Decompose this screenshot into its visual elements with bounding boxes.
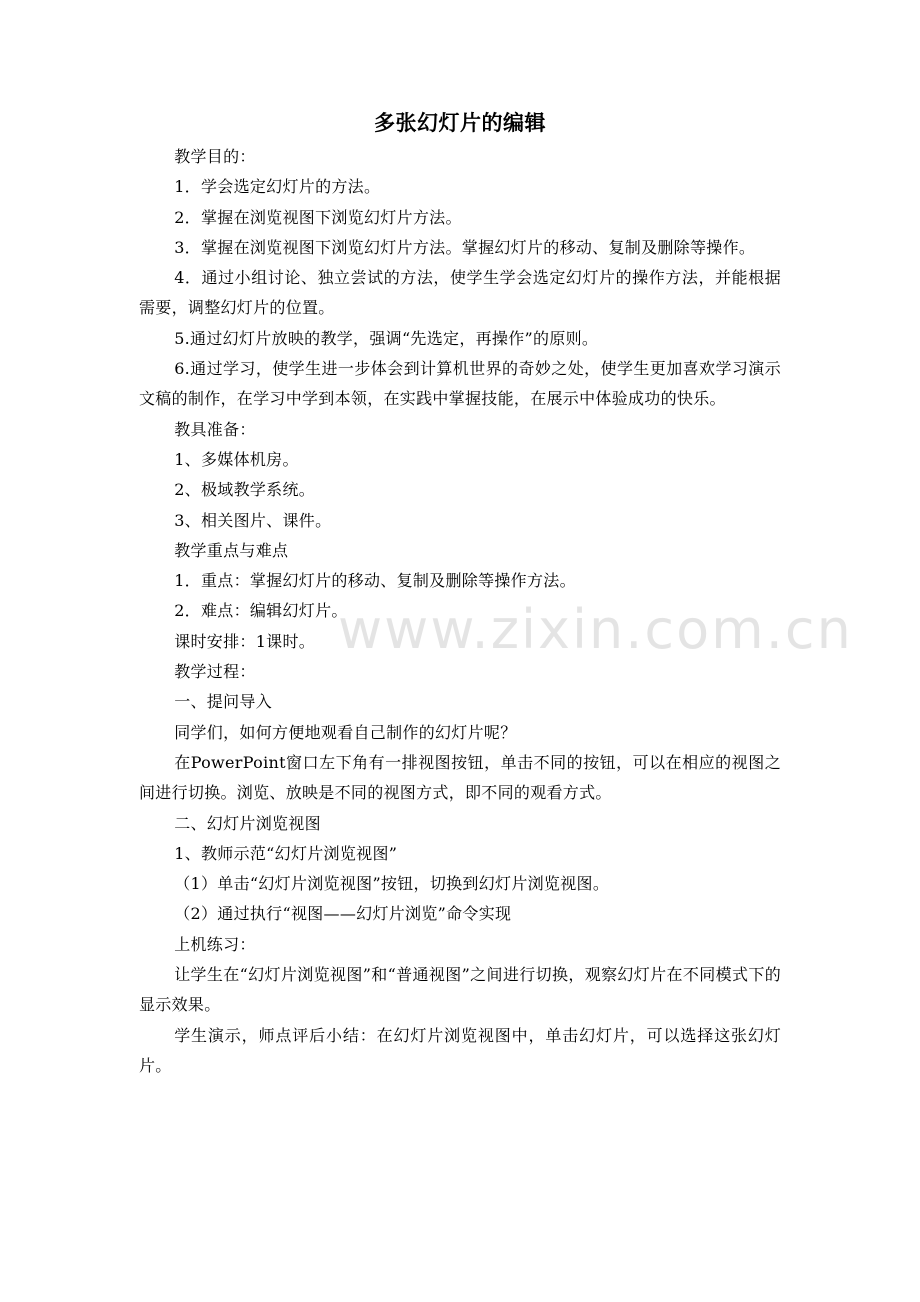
document-body	[139, 142, 781, 1081]
paragraph: 1．重点：掌握幻灯片的移动、复制及删除等操作方法。	[174, 571, 576, 591]
paragraph: 4．通过小组讨论、独立尝试的方法，使学生学会选定幻灯片的操作方法，并能根据需要，调整幻灯片的位置。	[139, 268, 781, 318]
paragraph: 5.通过幻灯片放映的教学，强调“先选定，再操作”的原则。	[174, 328, 599, 348]
watermark: www.zixin.com.cn	[338, 598, 853, 661]
paragraph: 教具准备：	[174, 419, 256, 439]
paragraph: 二、幻灯片浏览视图	[174, 813, 321, 833]
paragraph: 3、相关图片、课件。	[174, 510, 332, 530]
paragraph: 学生演示，师点评后小结：在幻灯片浏览视图中，单击幻灯片，可以选择这张幻灯片。	[139, 1025, 781, 1075]
paragraph: 1、多媒体机房。	[174, 449, 299, 469]
paragraph: 3．掌握在浏览视图下浏览幻灯片方法。掌握幻灯片的移动、复制及删除等操作。	[174, 237, 756, 257]
paragraph: 1．学会选定幻灯片的方法。	[174, 177, 381, 197]
paragraph: 教学过程：	[174, 662, 256, 682]
paragraph: 2．掌握在浏览视图下浏览幻灯片方法。	[174, 207, 462, 227]
paragraph: 课时安排：1课时。	[174, 631, 316, 651]
paragraph: 教学目的：	[174, 147, 256, 166]
paragraph: （2）通过执行“视图——幻灯片浏览”命令实现	[174, 904, 512, 924]
paragraph: 一、提问导入	[174, 692, 272, 712]
paragraph: 同学们，如何方便地观看自己制作的幻灯片呢？	[174, 722, 517, 742]
paragraph: 1、教师示范“幻灯片浏览视图”	[174, 843, 398, 863]
paragraph: 2．难点：编辑幻灯片。	[174, 601, 348, 621]
document-page	[139, 108, 781, 1081]
paragraph: 6.通过学习，使学生进一步体会到计算机世界的奇妙之处，使学生更加喜欢学习演示文稿的制作，在学习中学到本领，在实践中掌握技能，在展示中体验成功的快乐。	[139, 359, 781, 409]
document-title: 多张幻灯片的编辑	[374, 110, 546, 135]
paragraph: 让学生在“幻灯片浏览视图”和“普通视图”之间进行切换，观察幻灯片在不同模式下的显示效果。	[139, 965, 781, 1015]
paragraph: （1）单击“幻灯片浏览视图”按钮，切换到幻灯片浏览视图。	[174, 874, 610, 894]
paragraph: 上机练习：	[174, 934, 256, 954]
paragraph: 教学重点与难点	[174, 540, 289, 560]
paragraph: 在PowerPoint窗口左下角有一排视图按钮，单击不同的按钮，可以在相应的视图之间进行切换。浏览、放映是不同的视图方式，即不同的观看方式。	[139, 752, 781, 803]
paragraph: 2、极域教学系统。	[174, 480, 316, 500]
